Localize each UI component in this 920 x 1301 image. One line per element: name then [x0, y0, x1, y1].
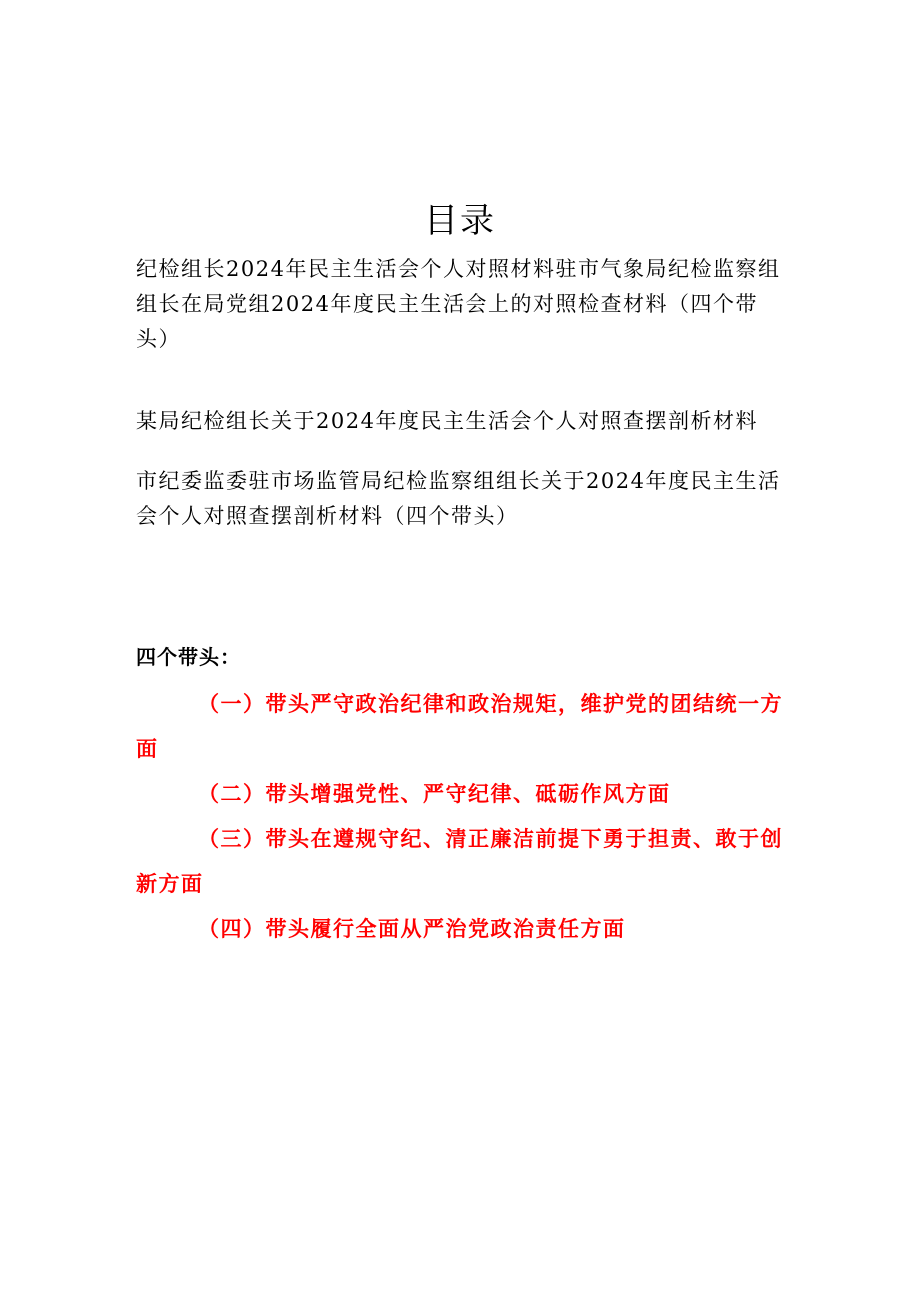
page-title: 目录 — [424, 200, 496, 241]
red-item-4: （四）带头履行全面从严治党政治责任方面 — [198, 916, 626, 941]
toc-entry-2: 某局纪检组长关于2024年度民主生活会个人对照查摆剖析材料 — [136, 409, 758, 433]
section-heading: 四个带头： — [136, 645, 241, 669]
toc-entry-3: 市纪委监委驻市场监管局纪检监察组组长关于2024年度民主生活会个人对照查摆剖析材料（四个带头） — [136, 469, 781, 528]
red-item-1: （一）带头严守政治纪律和政治规矩，维护党的团结统一方面 — [136, 691, 783, 761]
red-item-2: （二）带头增强党性、严守纪律、砥砺作风方面 — [198, 781, 671, 806]
toc-entry-1: 纪检组长2024年民主生活会个人对照材料驻市气象局纪检监察组组长在局党组2024年度民主生活会上的对照检查材料（四个带头） — [136, 257, 781, 351]
red-item-3: （三）带头在遵规守纪、清正廉洁前提下勇于担责、敢于创新方面 — [136, 826, 783, 896]
